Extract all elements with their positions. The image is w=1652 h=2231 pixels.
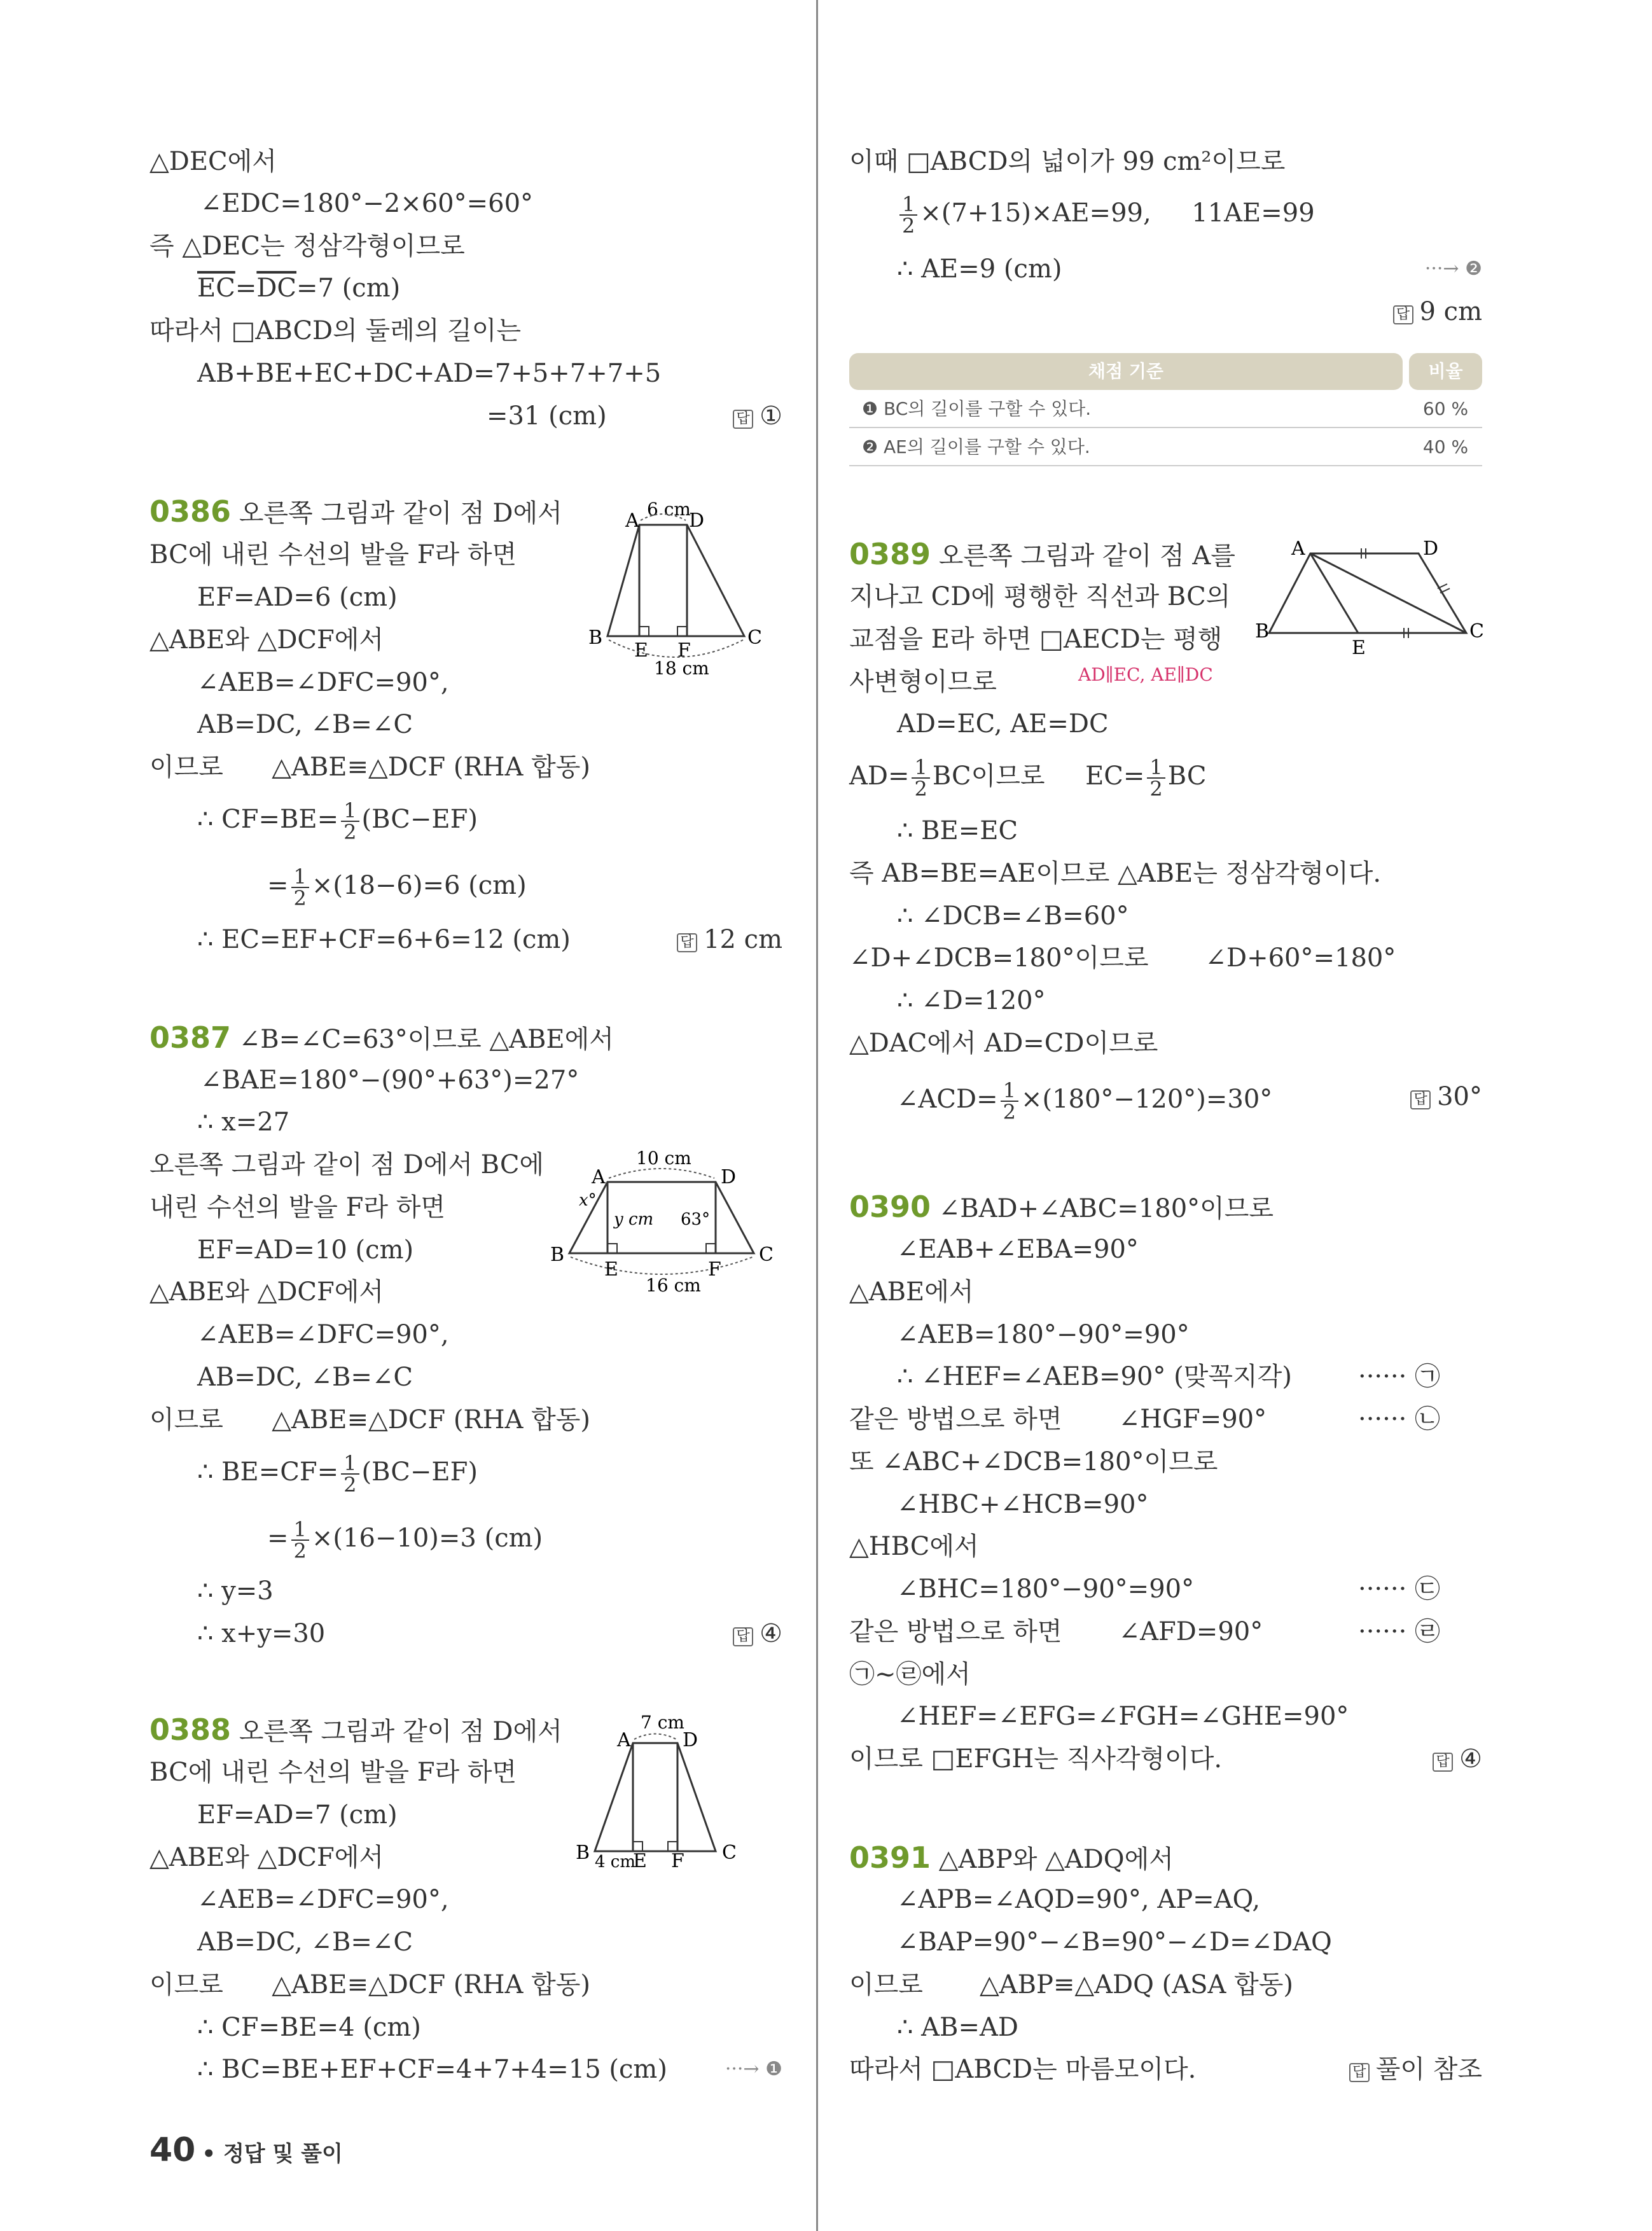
problem-0386-line: 0386 오른쪽 그림과 같이 점 D에서 [149,494,562,529]
label-d: D [721,1166,737,1188]
text-line: 이므로 △ABE≡△DCF (RHA 합동) [149,753,590,782]
text-line: △DAC에서 AD=CD이므로 [849,1029,1158,1058]
answer-icon: 답 [1393,305,1413,324]
equation: AB=DC, ∠B=∠C [197,1363,413,1392]
equation: ∠AEB=∠DFC=90°, [197,1885,449,1914]
label-e: E [604,1258,618,1281]
equation: AD=EC, AE=DC [897,709,1109,739]
equation: EF=AD=10 (cm) [197,1235,414,1265]
table-header [849,353,1482,390]
label-c: C [1469,620,1484,643]
table-row [849,390,1482,428]
equation: ∠APB=∠AQD=90°, AP=AQ, [897,1885,1261,1914]
text-line: 지나고 CD에 평행한 직선과 BC의 [849,582,1231,611]
problem-number: 0390 [849,1190,931,1224]
answer-0387: 답 ④ [733,1617,782,1650]
text-line: 오른쪽 그림과 같이 점 D에서 BC에 [149,1150,545,1179]
text-line: 이므로 □EFGH는 직사각형이다. [849,1744,1223,1774]
answer-0390: 답 ④ [1433,1742,1482,1776]
label-f: F [708,1258,721,1281]
equation: ∴ y=3 [197,1576,274,1606]
table-cell: 60 % [1422,398,1469,419]
problem-number: 0387 [149,1020,232,1055]
parallel-note: AD∥EC, AE∥DC [1078,664,1213,685]
equation: ∴ BE=CF= $\frac{1}{2}$ (BC−EF) [197,1451,478,1497]
equation: ∠EDC=180°−2×60°=60° [200,189,534,218]
page-number: 40 [149,2131,196,2169]
page-footer [149,2131,343,2169]
equation: ∴ EC=EF+CF=6+6=12 (cm) [197,925,571,954]
answer-0388: 답 9 cm [1393,295,1483,328]
text-line: BC에 내린 수선의 발을 F라 하면 [149,1758,517,1787]
equation: ∴ ∠HEF=∠AEB=90° (맞꼭지각) [897,1362,1292,1391]
equation: ∠AEB=∠DFC=90°, [197,1320,449,1349]
label-b: B [576,1842,590,1864]
label-e: E [633,1850,647,1872]
step-marker: ···→ ❷ [1424,258,1482,280]
label-e: E [1352,637,1366,659]
header-ratio: 비율 [1409,353,1482,390]
table-cell: ❷ AE의 길이를 구할 수 있다. [862,436,1090,457]
equation: ∴ BE=EC [897,816,1018,845]
text-line: BC에 내린 수선의 발을 F라 하면 [149,540,517,569]
text-line: 이때 □ABCD의 넓이가 99 cm²이므로 [849,147,1286,176]
problem-number: 0391 [849,1840,931,1875]
label-b: B [588,627,603,649]
answer-0385: 답 ① [733,400,782,433]
scoring-table [849,353,1482,466]
label-x: x° [579,1191,597,1210]
equation: ∴ x=27 [197,1108,290,1137]
text-line: 이므로 △ABE≡△DCF (RHA 합동) [149,1405,590,1435]
equation: ∴ CF=BE=4 (cm) [197,2013,421,2042]
answer-icon: 답 [1349,2063,1370,2082]
problem-0387-line: 0387 ∠B=∠C=63°이므로 △ABE에서 [149,1020,614,1055]
label-d: D [689,510,705,532]
answer-icon: 답 [1410,1090,1431,1109]
label-b: B [550,1244,565,1266]
text-line: △ABE와 △DCF에서 [149,1843,384,1872]
label-a: A [617,1729,631,1751]
text-line: △DEC에서 [149,147,277,176]
equation: AD= $\frac{1}{2}$ BC이므로 EC= $\frac{1}{2}$ BC [849,755,1207,801]
answer-0389: 답 30° [1410,1080,1482,1113]
problem-number: 0388 [149,1713,232,1747]
problem-number: 0386 [149,494,232,529]
equation: AB=DC, ∠B=∠C [197,1928,413,1957]
text-line: 교점을 E라 하면 □AECD는 평행 [849,625,1223,654]
marker: ······ ㉠ [1358,1362,1441,1391]
marker: ······ ㉢ [1358,1574,1441,1604]
text-line: △ABE와 △DCF에서 [149,625,384,655]
equation: ∴ ∠DCB=∠B=60° [897,901,1129,931]
text-line: 이므로 △ABE≡△DCF (RHA 합동) [149,1970,590,1999]
text-line: ∠D+∠DCB=180°이므로 ∠D+60°=180° [849,943,1396,973]
marker: ······ ㉣ [1358,1617,1441,1646]
label-bottom-length: 16 cm [646,1275,701,1296]
equation: ∠HEF=∠EFG=∠FGH=∠GHE=90° [897,1702,1349,1731]
equation: ∴ AB=AD [897,2013,1018,2042]
problem-number: 0389 [849,537,931,571]
label-d: D [683,1729,698,1751]
label-a: A [625,510,639,532]
figure-0389-parallelogram [1255,528,1484,662]
header-criteria: 채점 기준 [849,353,1403,390]
equation: ∴ x+y=30 [197,1619,326,1648]
text-line: △HBC에서 [849,1532,979,1561]
equation: $\frac{1}{2}$ ×(7+15)×AE=99, 11AE=99 [897,194,1315,236]
problem-0390-line: 0390 ∠BAD+∠ABC=180°이므로 [849,1190,1274,1224]
equation: ∠EAB+∠EBA=90° [897,1235,1139,1264]
label-top-length: 7 cm [641,1712,684,1733]
text-line: 이므로 △ABP≡△ADQ (ASA 합동) [849,1970,1294,1999]
label-y: y cm [614,1210,654,1229]
problem-0389-line: 0389 오른쪽 그림과 같이 점 A를 [849,537,1235,571]
text-line: 또 ∠ABC+∠DCB=180°이므로 [849,1447,1218,1477]
step-marker: ···→ ❶ [725,2058,782,2080]
equation: ∴ CF=BE= $\frac{1}{2}$ (BC−EF) [197,798,478,844]
equation: ∠ACD= $\frac{1}{2}$ ×(180°−120°)=30° [897,1078,1273,1124]
equation: ∴ BC=BE+EF+CF=4+7+4=15 (cm) [197,2055,667,2084]
label-c: C [759,1244,774,1266]
table-row [849,428,1482,466]
answer-icon: 답 [733,410,753,429]
text-line: 즉 △DEC는 정삼각형이므로 [149,232,465,261]
equation: $\overline{EC}=\overline{DC}=7$ (cm) [197,274,401,303]
answer-icon: 답 [677,933,697,952]
problem-0391-line: 0391 △ABP와 △ADQ에서 [849,1840,1174,1875]
equation: ∴ AE=9 (cm) [897,254,1062,284]
answer-icon: 답 [1433,1753,1453,1772]
equation: = $\frac{1}{2}$ ×(18−6)=6 (cm) [267,865,527,910]
equation: =31 (cm) [487,401,607,431]
text-line: 내린 수선의 발을 F라 하면 [149,1193,446,1222]
label-b: B [1255,620,1270,643]
text-line: ㉠~㉣에서 [849,1660,971,1689]
equation: ∠AEB=180°−90°=90° [897,1320,1190,1349]
figure-0386-trapezoid [588,496,792,681]
answer-0386: 답 12 cm [677,923,782,956]
label-bottom-length: 18 cm [654,658,709,679]
equation: EF=AD=6 (cm) [197,583,398,612]
table-cell: 40 % [1422,436,1469,457]
equation: AB+BE+EC+DC+AD=7+5+7+7+5 [197,359,662,388]
label-f: F [677,639,691,662]
problem-0388-line: 0388 오른쪽 그림과 같이 점 D에서 [149,1713,562,1747]
text-line: 즉 AB=BE=AE이므로 △ABE는 정삼각형이다. [849,859,1382,888]
text-line: 따라서 □ABCD는 마름모이다. [849,2055,1197,2084]
text-line: 같은 방법으로 하면 ∠AFD=90° [849,1617,1263,1646]
equation: ∴ ∠D=120° [897,986,1046,1015]
label-angle: 63° [681,1210,711,1229]
equation: ∠AEB=∠DFC=90°, [197,668,449,697]
answer-icon: 답 [733,1627,753,1646]
label-a: A [592,1166,606,1188]
answer-0391: 답 풀이 참조 [1349,2053,1482,2086]
text-line: 따라서 □ABCD의 둘레의 길이는 [149,316,522,345]
figure-0387-trapezoid [544,1145,786,1304]
equation: ∠BAE=180°−(90°+63°)=27° [200,1066,580,1095]
text-line: △ABE에서 [849,1277,974,1307]
label-bottom-length: 4 cm [595,1852,636,1872]
label-top-length: 6 cm [647,499,691,520]
column-divider [816,0,818,2231]
label-f: F [671,1850,684,1872]
label-d: D [1423,538,1439,560]
label-e: E [634,639,648,662]
equation: = $\frac{1}{2}$ ×(16−10)=3 (cm) [267,1517,543,1563]
equation: ∠BHC=180°−90°=90° [897,1574,1195,1604]
text-line: 사변형이므로 [849,667,997,697]
label-c: C [722,1842,737,1864]
marker: ······ ㉡ [1358,1405,1441,1434]
equation: ∠BAP=90°−∠B=90°−∠D=∠DAQ [897,1928,1332,1957]
text-line: △ABE와 △DCF에서 [149,1277,384,1307]
table-cell: ❶ BC의 길이를 구할 수 있다. [862,398,1092,419]
equation: AB=DC, ∠B=∠C [197,710,413,739]
equation: EF=AD=7 (cm) [197,1800,398,1830]
text-line: 같은 방법으로 하면 ∠HGF=90° [849,1405,1267,1434]
label-c: C [747,627,762,649]
label-top-length: 10 cm [636,1148,691,1169]
label-a: A [1291,538,1305,560]
footer-label: • 정답 및 풀이 [202,2141,343,2167]
figure-0388-trapezoid [563,1708,786,1880]
equation: ∠HBC+∠HCB=90° [897,1490,1149,1519]
